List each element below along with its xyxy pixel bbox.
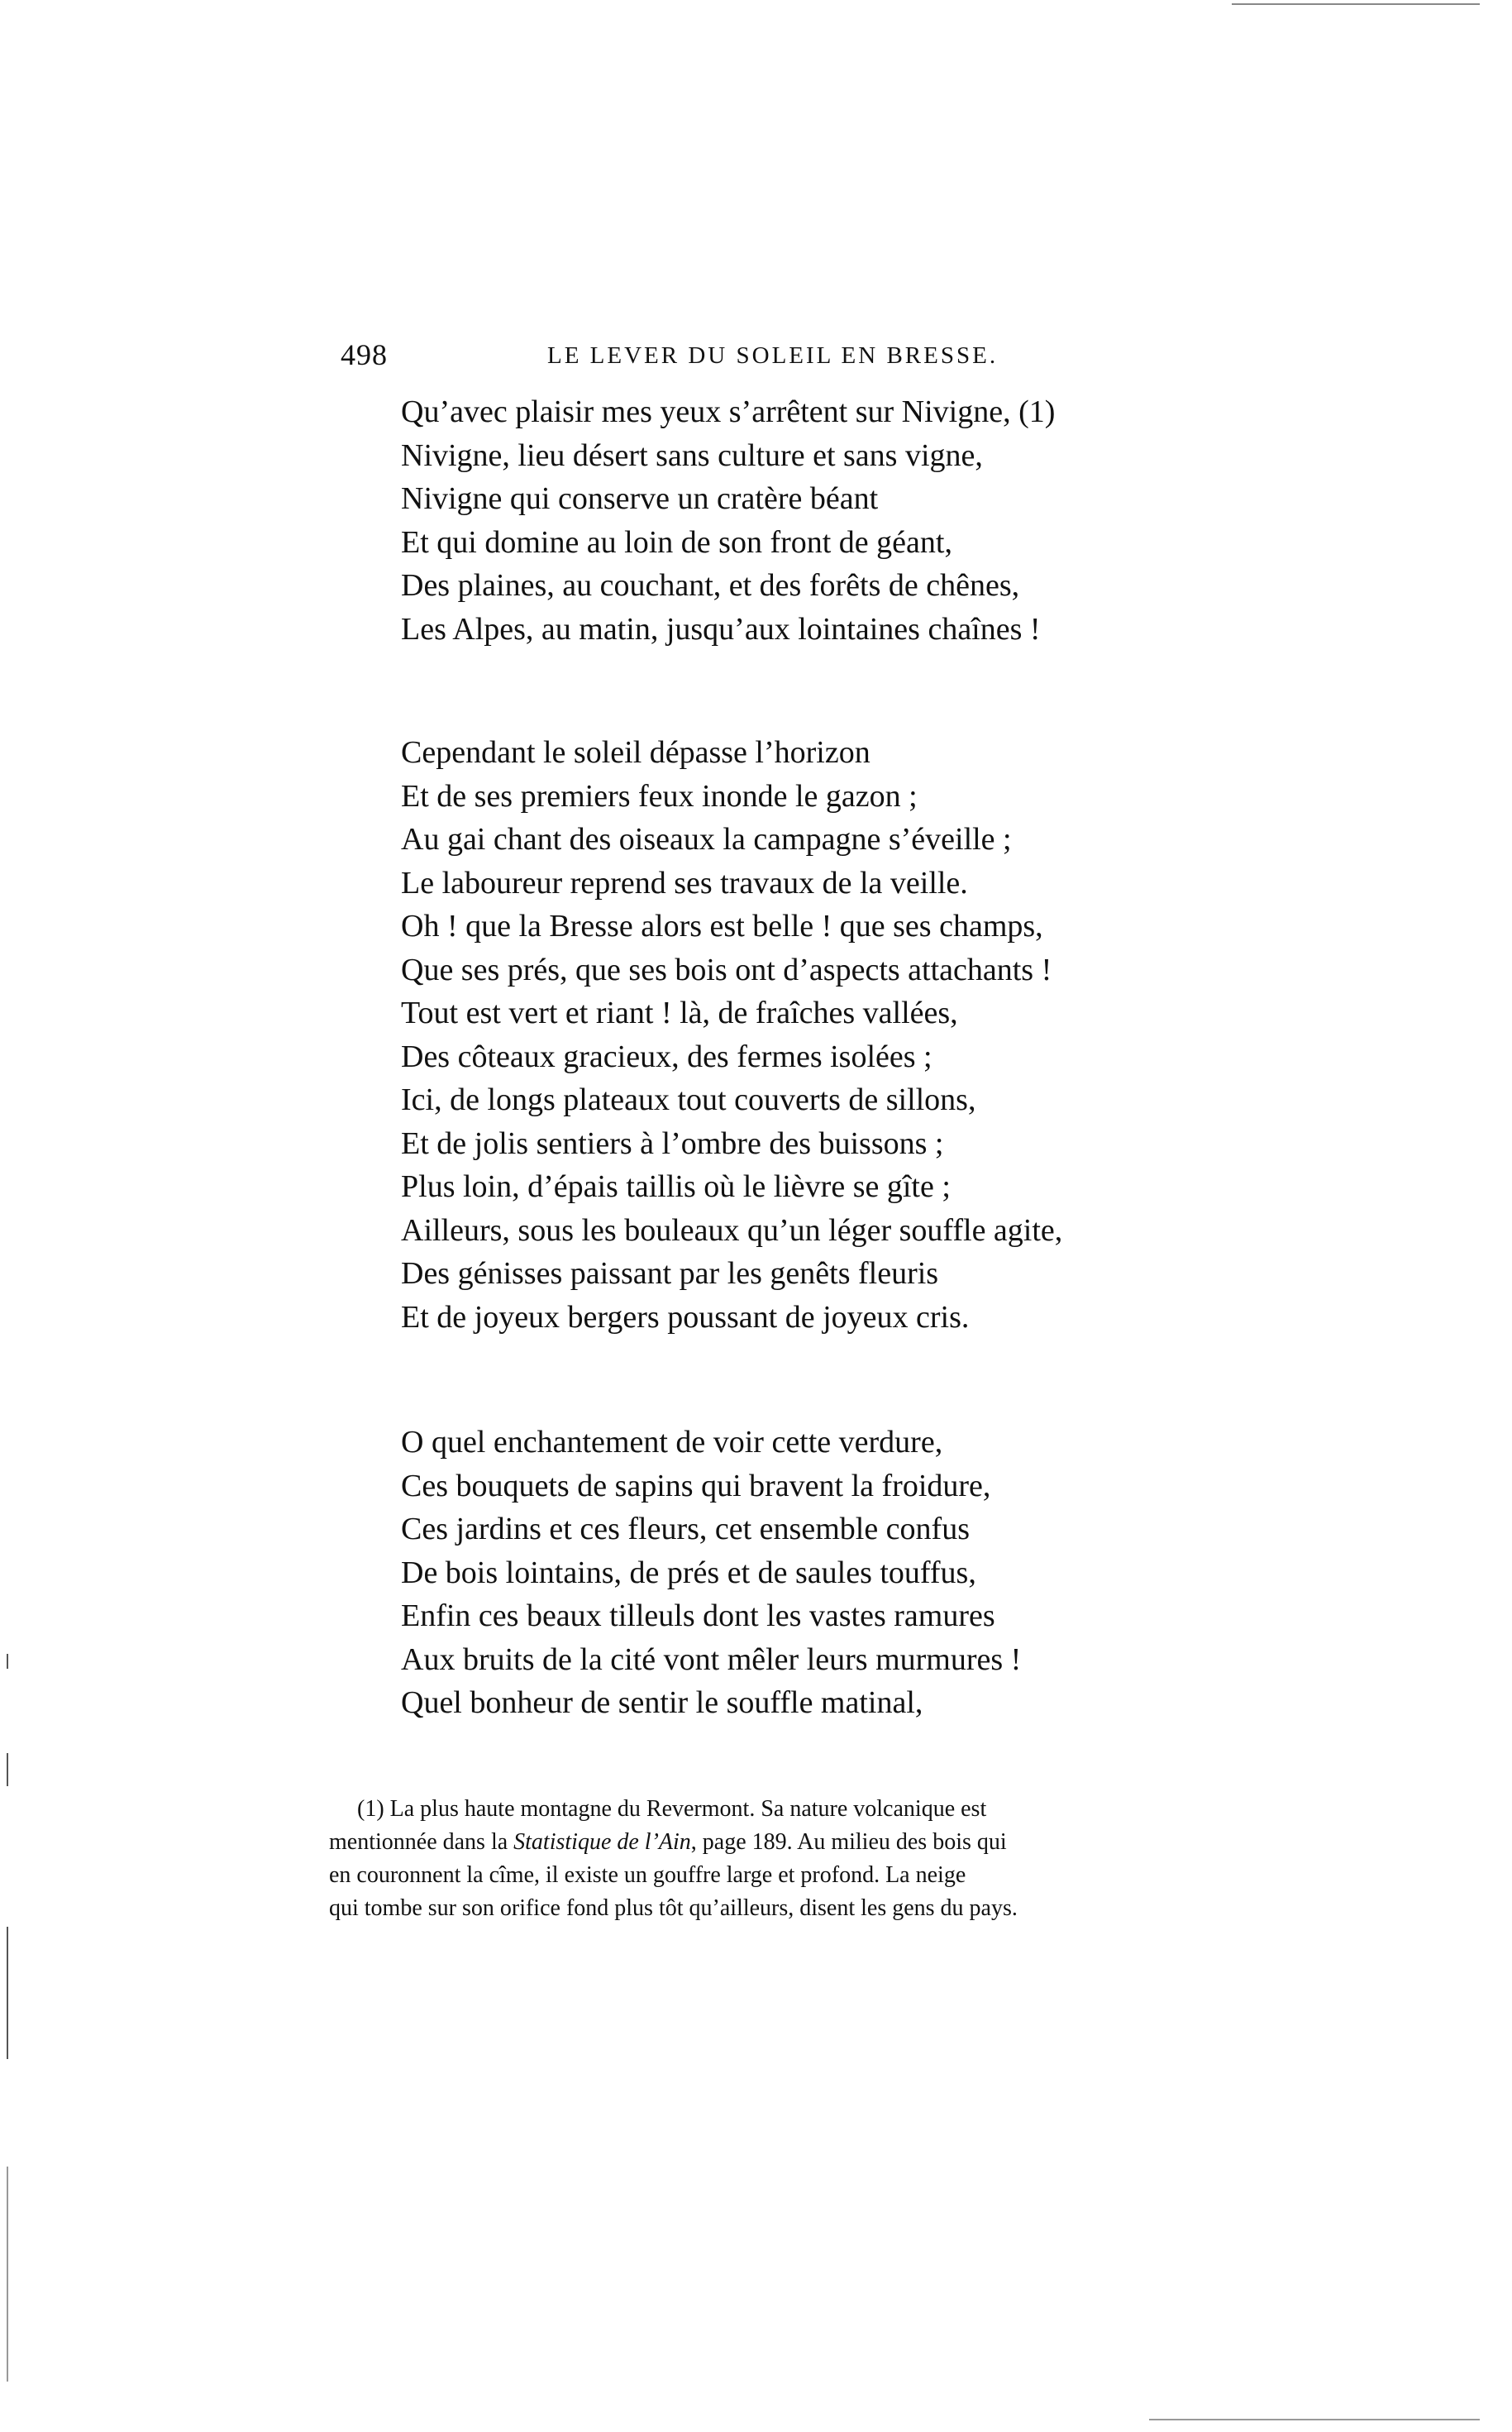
verse-line: Et qui domine au loin de son front de géant, [401,524,952,560]
verse-line: Cependant le soleil dépasse l’horizon [401,735,870,770]
footnote-text: en couronnent la cîme, il existe un gouffre large et profond. La neige [329,1862,966,1888]
footnote-text: (1) La plus haute montagne du Revermont. Sa nature volcanique est [357,1796,987,1822]
footnote-text-a: mentionnée dans la [329,1829,514,1855]
running-title: LE LEVER DU SOLEIL EN BRESSE. [547,342,999,369]
verse-line: Des côteaux gracieux, des fermes isolées ; [401,1039,932,1074]
verse-line: Et de jolis sentiers à l’ombre des buissons ; [401,1125,944,1161]
footnote-line [329,1892,1222,1925]
verse-line: Oh ! que la Bresse alors est belle ! que ses champs, [401,909,1043,944]
verse-line: Qu’avec plaisir mes yeux s’arrêtent sur Nivigne, (1) [401,394,1056,429]
footnote-citation: Statistique de l’Ain [513,1829,691,1855]
verse-line: Au gai chant des oiseaux la campagne s’éveille ; [401,822,1012,857]
scan-edge-mark [7,1927,8,2059]
scan-edge-mark [7,1654,8,1669]
verse-line: O quel enchantement de voir cette verdure, [401,1425,943,1460]
footnote-text-b: , page 189. Au milieu des bois qui [690,1829,1007,1855]
verse-line: De bois lointains, de prés et de saules touffus, [401,1555,976,1590]
footnote-text: qui tombe sur son orifice fond plus tôt qu’ailleurs, disent les gens du pays. [329,1895,1018,1921]
verse-line: Et de ses premiers feux inonde le gazon ; [401,778,918,814]
verse-line: Des génisses paissant par les genêts fleuris [401,1256,939,1291]
scan-edge-rule [1149,2419,1480,2420]
footnote-line [329,1793,1222,1826]
footnote-line [329,1859,1222,1892]
verse-line: Enfin ces beaux tilleuls dont les vastes ramures [401,1598,995,1633]
verse-line: Nivigne, lieu désert sans culture et sans vigne, [401,437,983,473]
scan-edge-mark [7,2167,8,2382]
verse-line: Aux bruits de la cité vont mêler leurs murmures ! [401,1641,1022,1677]
scan-edge-mark [7,1753,8,1786]
verse-line: Les Alpes, au matin, jusqu’aux lointaines chaînes ! [401,611,1041,647]
verse-line: Ces jardins et ces fleurs, cet ensemble confus [401,1512,970,1546]
stanza-1 [401,390,1228,651]
verse-line: Que ses prés, que ses bois ont d’aspects attachants ! [401,952,1052,987]
verse-line: Ailleurs, sous les bouleaux qu’un léger souffle agite, [401,1212,1063,1248]
footnote-text [329,1826,1007,1859]
verse-line: Plus loin, d’épais taillis où le lièvre se gîte ; [401,1169,951,1204]
verse-line: Tout est vert et riant ! là, de fraîches vallées, [401,996,958,1030]
stanza-2 [401,731,1228,1339]
verse-line: Ces bouquets de sapins qui bravent la froidure, [401,1468,991,1503]
verse-line: Quel bonheur de sentir le souffle matinal, [401,1685,923,1720]
verse-line: Et de joyeux bergers poussant de joyeux cris. [401,1299,970,1335]
verse-line: Le laboureur reprend ses travaux de la veille. [401,865,968,901]
footnote [329,1793,1222,1925]
page-header [341,337,1085,379]
verse-line: Ici, de longs plateaux tout couverts de sillons, [401,1082,976,1117]
footnote-line [329,1826,1222,1859]
verse-line: Nivigne qui conserve un cratère béant [401,481,879,516]
page-number: 498 [341,338,388,371]
verse-line: Des plaines, au couchant, et des forêts de chênes, [401,568,1020,603]
scan-edge-rule [1232,3,1480,5]
stanza-3 [401,1421,1228,1725]
